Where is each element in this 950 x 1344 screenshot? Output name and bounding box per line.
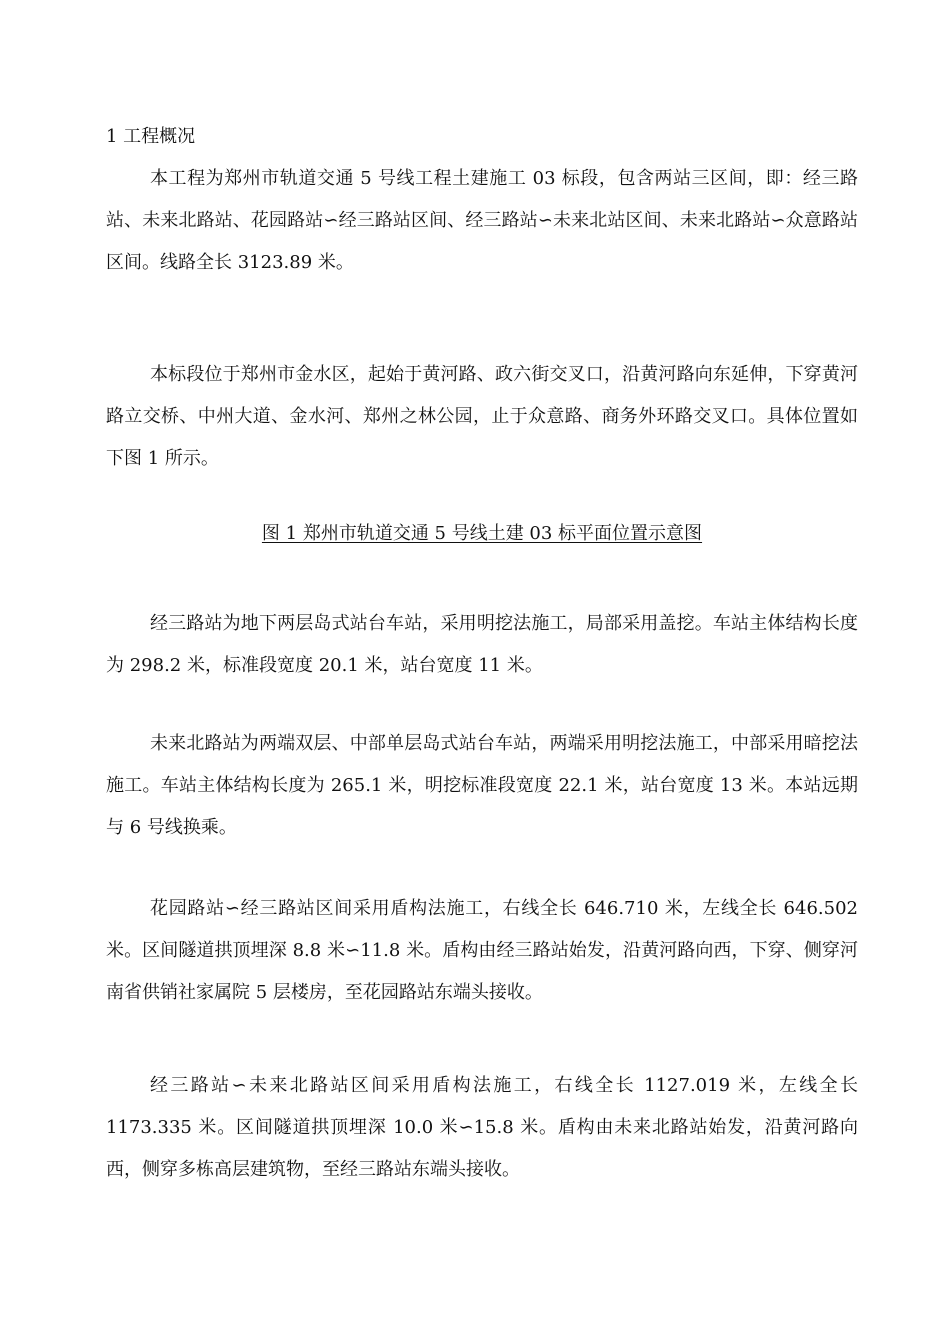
paragraph-weilaibei-station: 未来北路站为两端双层、中部单层岛式站台车站，两端采用明挖法施工，中部采用暗挖法施工。车站主体结构长度为 265.1 米，明挖标准段宽度 22.1 米，站台宽度 13 米。本站远期与 6 号线换乘。 xyxy=(106,733,858,838)
section-heading: 1 工程概况 xyxy=(106,126,196,147)
paragraph-jingsan-station: 经三路站为地下两层岛式站台车站，采用明挖法施工，局部采用盖挖。车站主体结构长度为 298.2 米，标准段宽度 20.1 米，站台宽度 11 米。 xyxy=(106,613,858,676)
paragraph-huayuan-jingsan-section: 花园路站∽经三路站区间采用盾构法施工，右线全长 646.710 米，左线全长 646.502 米。区间隧道拱顶埋深 8.8 米∽11.8 米。盾构由经三路站始发，沿黄河路向西，下穿、侧穿河南省供销社家属院 5 层楼房，至花园路站东端头接收。 xyxy=(106,898,858,1003)
figure-caption-text: 图 1 郑州市轨道交通 5 号线土建 03 标平面位置示意图 xyxy=(261,523,703,544)
paragraph-jingsan-weilaibei-section: 经三路站∽未来北路站区间采用盾构法施工，右线全长 1127.019 米，左线全长 1173.335 米。区间隧道拱顶埋深 10.0 米∽15.8 米。盾构由未来北路站始发，沿黄河路向西，侧穿多栋高层建筑物，至经三路站东端头接收。 xyxy=(106,1075,858,1180)
paragraph-project-overview: 本工程为郑州市轨道交通 5 号线工程土建施工 03 标段，包含两站三区间，即：经三路站、未来北路站、花园路站∽经三路站区间、经三路站∽未来北站区间、未来北路站∽众意路站区间。线路全长 3123.89 米。 xyxy=(106,168,858,273)
figure-caption xyxy=(106,520,858,548)
paragraph-location: 本标段位于郑州市金水区，起始于黄河路、政六街交叉口，沿黄河路向东延伸，下穿黄河路立交桥、中州大道、金水河、郑州之林公园，止于众意路、商务外环路交叉口。具体位置如下图 1 所示。 xyxy=(106,364,858,469)
